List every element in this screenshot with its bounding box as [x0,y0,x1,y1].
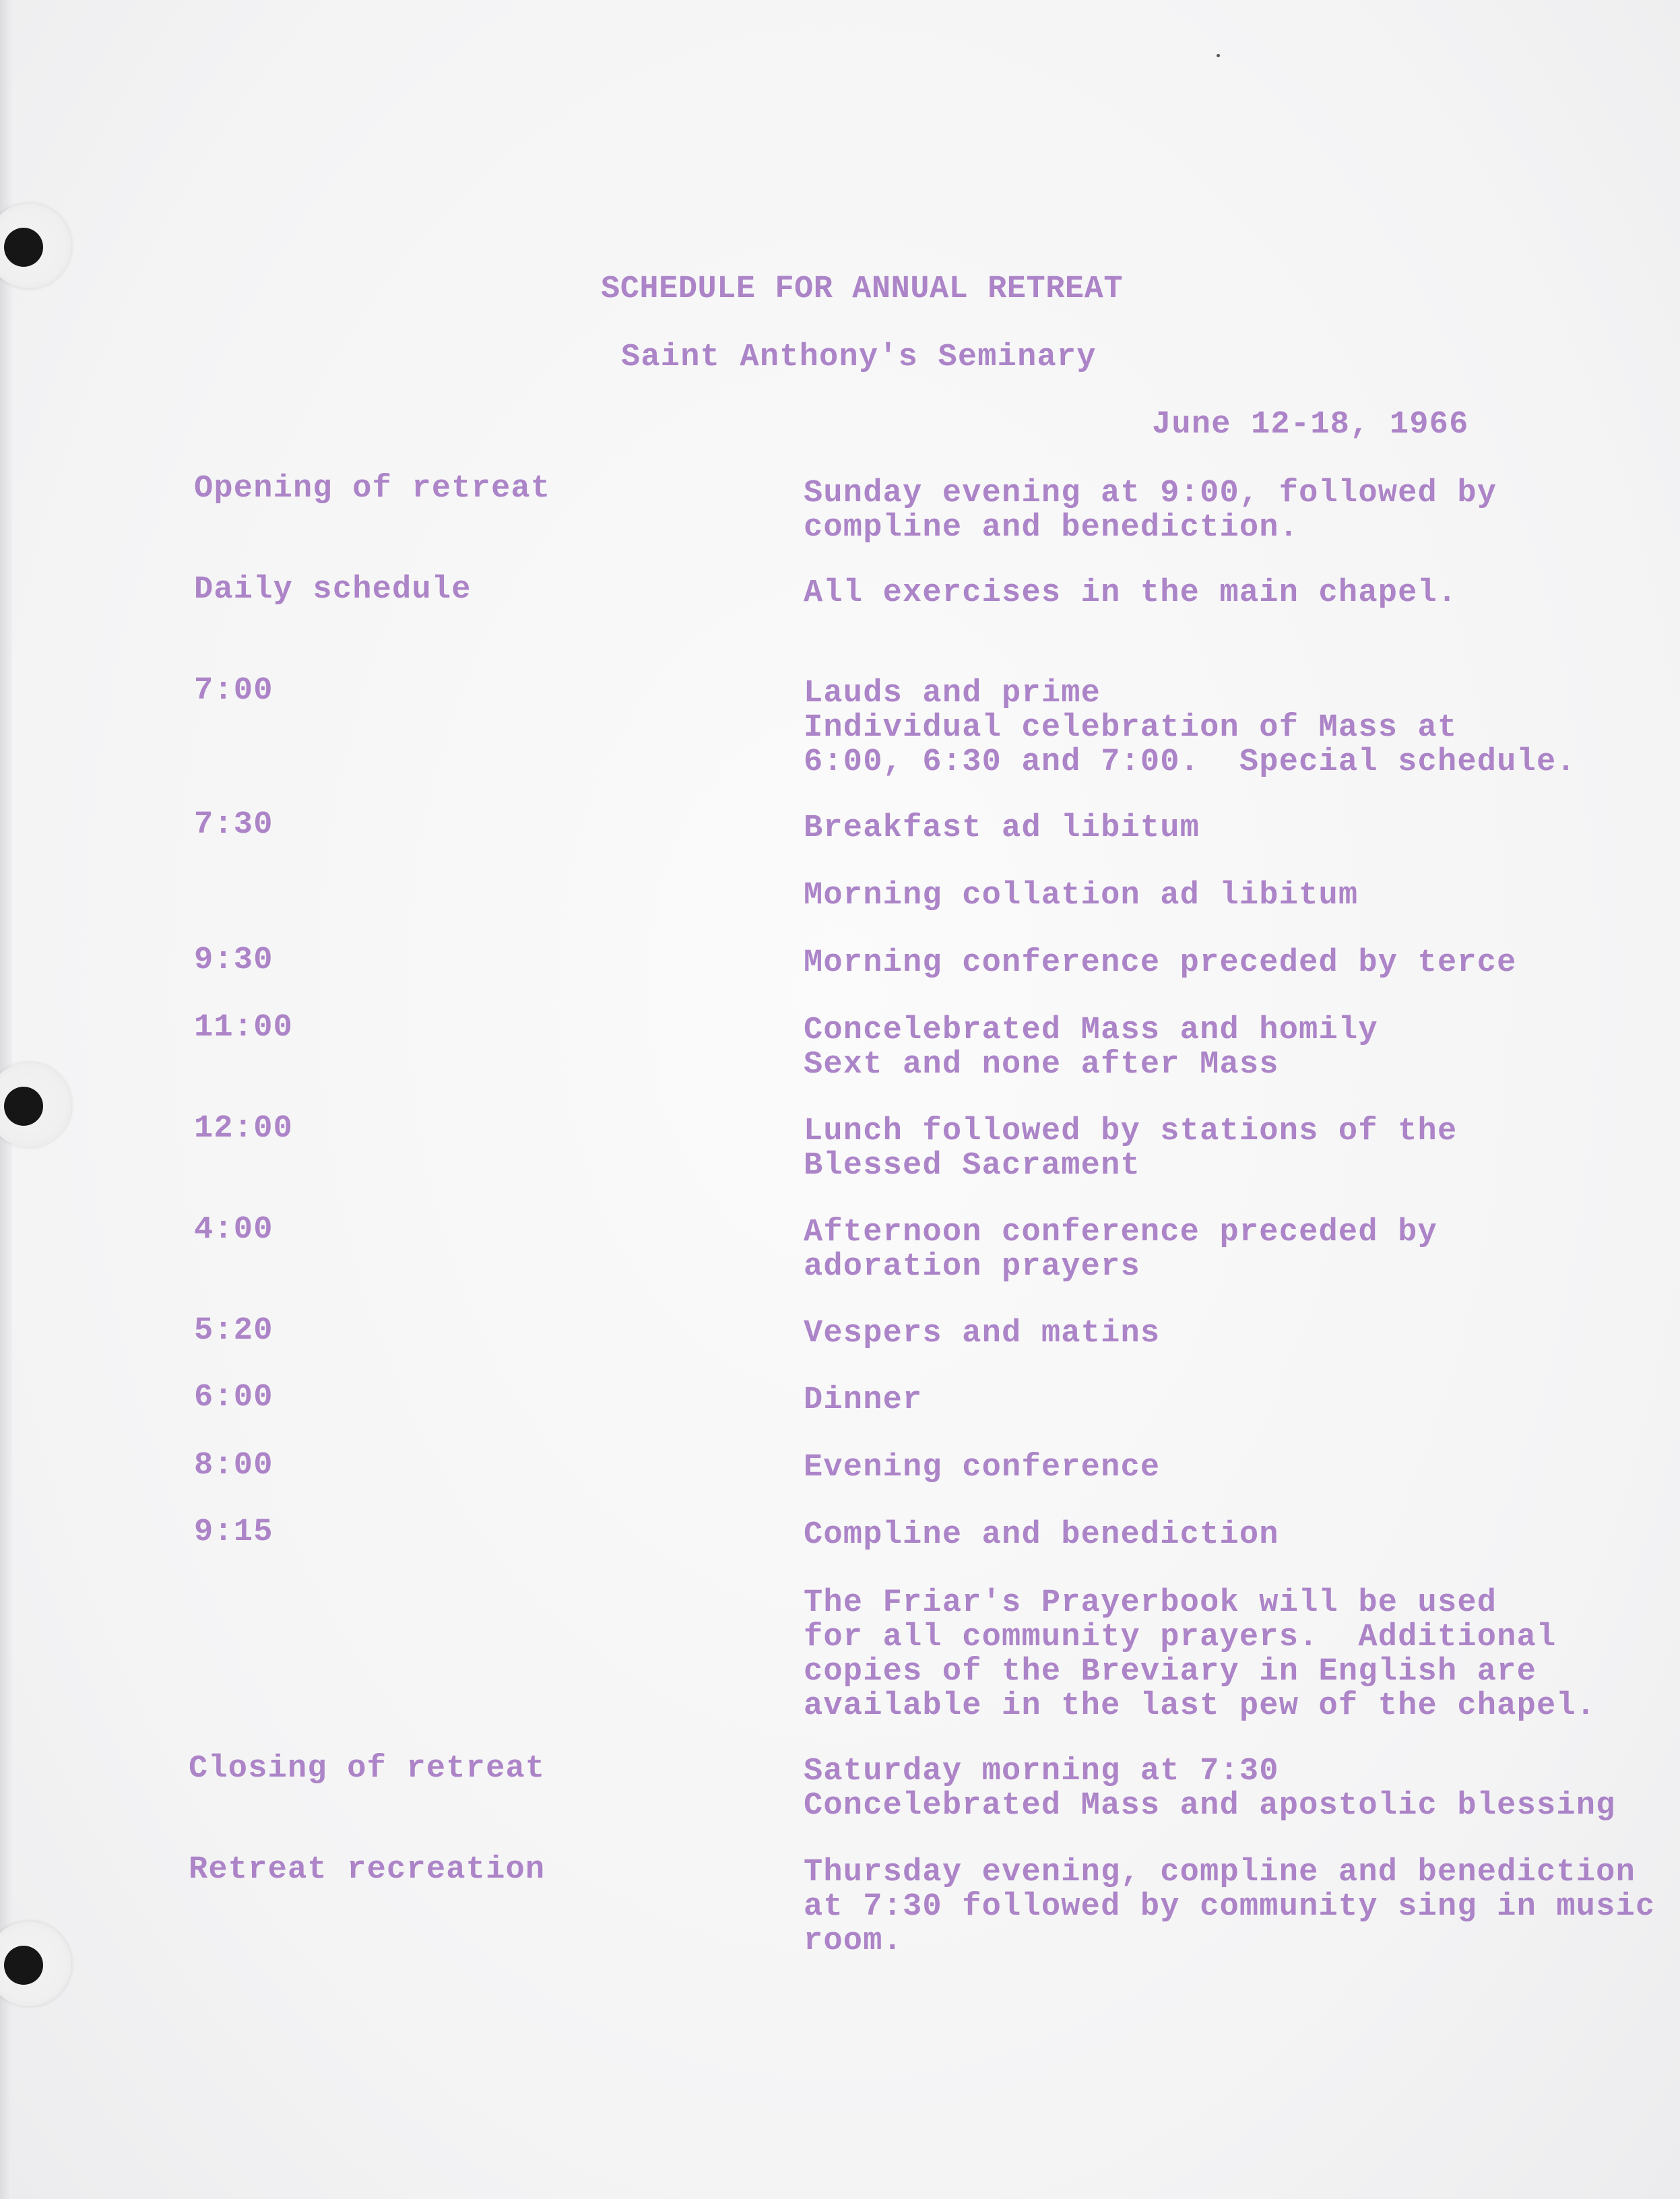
description-line: The Friar's Prayerbook will be used [804,1585,1497,1621]
schedule-description [804,946,1517,980]
schedule-time: 7:00 [194,673,273,709]
schedule-time: 5:20 [194,1313,273,1349]
prayerbook-note [804,1586,1596,1723]
description-line: at 7:30 followed by community sing in music [804,1889,1656,1925]
schedule-description [804,676,1576,779]
description-line: Breakfast ad libitum [804,810,1200,846]
schedule-label: Retreat recreation [189,1852,546,1888]
schedule-description [804,476,1497,545]
schedule-description [804,1013,1378,1082]
schedule-time: 4:00 [194,1212,273,1248]
description-line: Thursday evening, compline and benediction [804,1855,1636,1890]
description-line: room. [804,1923,903,1959]
description-line: Concelebrated Mass and apostolic blessing [804,1788,1616,1824]
schedule-description [804,1451,1160,1485]
description-line: Morning collation ad libitum [804,878,1359,914]
schedule-time: 11:00 [194,1010,294,1046]
schedule-time: 9:30 [194,943,273,978]
binder-hole [0,1062,71,1147]
description-line: Dinner [804,1382,923,1418]
schedule-time: 8:00 [194,1448,273,1484]
binder-hole [0,203,71,288]
schedule-description [804,1855,1655,1958]
description-line: Individual celebration of Mass at [804,710,1458,746]
description-line: Sunday evening at 9:00, followed by [804,476,1497,511]
document-title: SCHEDULE FOR ANNUAL RETREAT [601,272,1124,307]
binder-hole [0,1921,71,2006]
description-line: Sext and none after Mass [804,1047,1279,1083]
schedule-description [804,1316,1160,1351]
schedule-label: Daily schedule [194,572,472,608]
document-date: June 12-18, 1966 [1152,407,1469,443]
description-line: Lauds and prime [804,676,1101,711]
description-line: copies of the Breviary in English are [804,1654,1537,1690]
description-line: Afternoon conference preceded by [804,1215,1437,1250]
description-line: Vespers and matins [804,1316,1161,1351]
schedule-description [804,1114,1457,1183]
description-line: Lunch followed by stations of the [804,1114,1458,1149]
document-subtitle: Saint Anthony's Seminary [621,340,1097,375]
schedule-description [804,1518,1279,1552]
schedule-description [804,811,1200,846]
description-line: Concelebrated Mass and homily [804,1013,1378,1048]
paper-speck [1217,54,1220,57]
description-line: All exercises in the main chapel. [804,575,1458,611]
schedule-time: 7:30 [194,807,273,843]
description-line: 6:00, 6:30 and 7:00. Special schedule. [804,744,1576,780]
description-line: Saturday morning at 7:30 [804,1754,1279,1789]
schedule-time: 6:00 [194,1380,273,1415]
description-line: Blessed Sacrament [804,1148,1140,1184]
description-line: for all community prayers. Additional [804,1620,1557,1655]
description-line: compline and benediction. [804,510,1299,546]
schedule-label: Opening of retreat [194,471,551,507]
description-line: available in the last pew of the chapel. [804,1688,1596,1724]
description-line: Evening conference [804,1450,1161,1486]
description-line: Morning conference preceded by terce [804,945,1517,981]
schedule-label: Closing of retreat [189,1751,546,1787]
schedule-description [804,1754,1616,1823]
schedule-description [804,1215,1437,1284]
schedule-description [804,1383,922,1417]
schedule-time: 9:15 [194,1515,273,1550]
description-line: Compline and benediction [804,1517,1279,1553]
schedule-time: 12:00 [194,1111,294,1147]
schedule-description [804,879,1358,913]
schedule-description [804,576,1457,610]
description-line: adoration prayers [804,1249,1140,1285]
